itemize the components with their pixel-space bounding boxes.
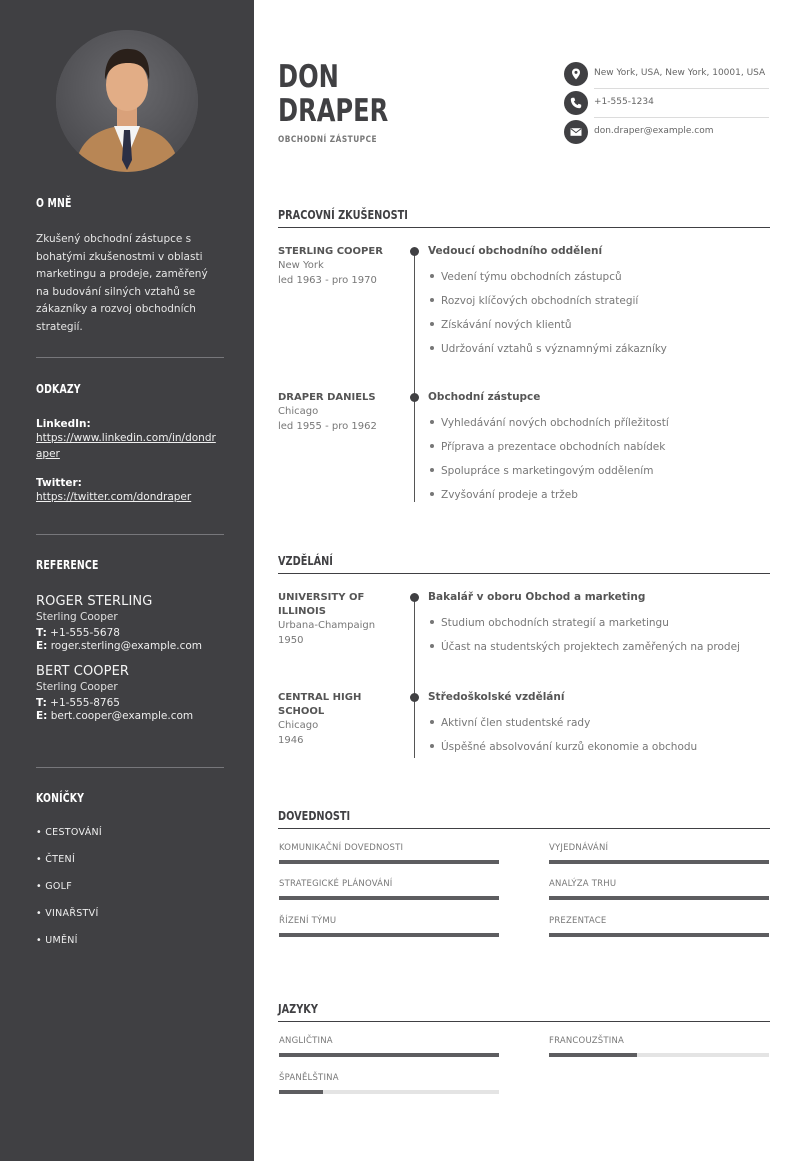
timeline-dot <box>410 593 419 602</box>
education-heading: VZDĚLÁNÍ <box>278 553 333 568</box>
skills-heading: DOVEDNOSTI <box>278 808 351 823</box>
reference-company: Sterling Cooper <box>36 681 118 693</box>
email-text: don.draper@example.com <box>594 126 714 136</box>
hobby-item: • GOLF <box>36 881 73 892</box>
linkedin-label: LinkedIn: <box>36 418 91 430</box>
skill-bar <box>279 933 499 937</box>
references-heading: REFERENCE <box>36 558 99 572</box>
timeline-line <box>414 252 415 502</box>
bullet-item: Vyhledávání nových obchodních příležitostí <box>430 417 669 429</box>
reference-company: Sterling Cooper <box>36 611 118 623</box>
about-section <box>36 196 224 336</box>
about-text: Zkušený obchodní zástupce s bohatými zkušenostmi v oblasti marketingu a prodeje, zaměřený na budování silných vztahů se zákazníky a rozvoj obchodních strategií. <box>36 233 208 333</box>
references-section <box>36 558 224 722</box>
reference-email: E: bert.cooper@example.com <box>36 710 194 722</box>
bullet-item: Zvyšování prodeje a tržeb <box>430 489 578 501</box>
dates: led 1955 - pro 1962 <box>278 420 377 432</box>
sidebar-divider <box>36 357 224 358</box>
sidebar <box>0 0 254 1161</box>
candidate-name <box>278 60 388 128</box>
education-meta <box>278 591 398 648</box>
skill-item: ANALÝZA TRHU <box>549 879 769 889</box>
skill-item: ŘÍZENÍ TÝMU <box>279 916 499 926</box>
dates: 1950 <box>278 634 304 646</box>
employer: DRAPER DANIELS <box>278 392 376 403</box>
language-item: ANGLIČTINA <box>279 1036 499 1046</box>
language-item: ŠPANĚLŠTINA <box>279 1073 499 1083</box>
education-meta <box>278 691 398 748</box>
skill-bar <box>279 860 499 864</box>
language-item: FRANCOUZŠTINA <box>549 1036 769 1046</box>
school: UNIVERSITY OF ILLINOIS <box>278 592 365 617</box>
dates: led 1963 - pro 1970 <box>278 274 377 286</box>
skill-item: KOMUNIKAČNÍ DOVEDNOSTI <box>279 843 499 853</box>
timeline-dot <box>410 693 419 702</box>
reference-item <box>36 664 224 722</box>
twitter-label: Twitter: <box>36 477 82 489</box>
skill-bar <box>549 860 769 864</box>
bullet-item: Spolupráce s marketingovým oddělením <box>430 465 653 477</box>
skill-item: STRATEGICKÉ PLÁNOVÁNÍ <box>279 879 499 889</box>
section-rule <box>278 573 770 574</box>
language-bar <box>279 1090 499 1094</box>
twitter-link[interactable]: https://twitter.com/dondraper <box>36 491 192 503</box>
sidebar-divider <box>36 534 224 535</box>
reference-name: ROGER STERLING <box>36 594 153 609</box>
location: Chicago <box>278 406 319 417</box>
school: CENTRAL HIGH SCHOOL <box>278 692 362 717</box>
contact-location <box>564 62 769 86</box>
avatar <box>56 30 198 172</box>
location: Chicago <box>278 720 319 731</box>
first-name: DON <box>278 59 339 95</box>
bullet-item: Rozvoj klíčových obchodních strategií <box>430 295 638 307</box>
reference-item <box>36 594 224 652</box>
links-section <box>36 382 224 505</box>
bullet-item: Udržování vztahů s významnými zákazníky <box>430 343 667 355</box>
degree-title: Bakalář v oboru Obchod a marketing <box>428 591 646 603</box>
bullet-item: Příprava a prezentace obchodních nabídek <box>430 441 665 453</box>
links-heading: ODKAZY <box>36 382 81 396</box>
last-name: DRAPER <box>278 93 389 129</box>
hobbies-heading: KONÍČKY <box>36 791 85 805</box>
hobbies-section <box>36 791 224 962</box>
experience-heading: PRACOVNÍ ZKUŠENOSTI <box>278 207 408 222</box>
languages-heading: JAZYKY <box>278 1001 318 1016</box>
skill-bar <box>549 933 769 937</box>
skill-item: VYJEDNÁVÁNÍ <box>549 843 769 853</box>
hobby-item: • CESTOVÁNÍ <box>36 827 103 838</box>
about-heading: O MNĚ <box>36 196 72 210</box>
contact-divider <box>594 117 769 118</box>
linkedin-link[interactable]: https://www.linkedin.com/in/dondraper <box>36 432 216 460</box>
degree-title: Středoškolské vzdělání <box>428 691 565 703</box>
job-title: OBCHODNÍ ZÁSTUPCE <box>278 135 378 145</box>
location-text: New York, USA, New York, 10001, USA <box>594 68 766 78</box>
bullet-item: Účast na studentských projektech zaměřených na prodej <box>430 641 740 653</box>
reference-name: BERT COOPER <box>36 664 130 679</box>
location: Urbana-Champaign <box>278 620 376 631</box>
position-title: Obchodní zástupce <box>428 391 541 403</box>
employer: STERLING COOPER <box>278 246 383 257</box>
skill-bar <box>279 896 499 900</box>
reference-email: E: roger.sterling@example.com <box>36 640 203 652</box>
skill-item: PREZENTACE <box>549 916 769 926</box>
email-icon <box>564 120 588 144</box>
sidebar-divider <box>36 767 224 768</box>
bullet-item: Vedení týmu obchodních zástupců <box>430 271 622 283</box>
contact-email <box>564 120 769 144</box>
language-bar <box>549 1053 769 1057</box>
location: New York <box>278 260 324 271</box>
bullet-item: Úspěšné absolvování kurzů ekonomie a obchodu <box>430 741 697 753</box>
timeline-dot <box>410 247 419 256</box>
avatar-portrait <box>56 30 198 172</box>
position-title: Vedoucí obchodního oddělení <box>428 245 603 257</box>
experience-meta <box>278 245 398 288</box>
timeline-dot <box>410 393 419 402</box>
bullet-item: Studium obchodních strategií a marketingu <box>430 617 669 629</box>
bullet-item: Aktivní člen studentské rady <box>430 717 590 729</box>
language-bar <box>279 1053 499 1057</box>
section-rule <box>278 227 770 228</box>
reference-phone: T: +1-555-5678 <box>36 627 120 639</box>
dates: 1946 <box>278 734 304 746</box>
reference-phone: T: +1-555-8765 <box>36 697 120 709</box>
location-icon <box>564 62 588 86</box>
hobby-item: • ČTENÍ <box>36 854 76 865</box>
phone-icon <box>564 91 588 115</box>
skill-bar <box>549 896 769 900</box>
phone-text: +1-555-1234 <box>594 97 654 107</box>
timeline-line <box>414 598 415 758</box>
section-rule <box>278 828 770 829</box>
contact-divider <box>594 88 769 89</box>
bullet-item: Získávání nových klientů <box>430 319 572 331</box>
hobby-item: • VINAŘSTVÍ <box>36 908 99 919</box>
contact-phone <box>564 91 769 115</box>
section-rule <box>278 1021 770 1022</box>
experience-meta <box>278 391 398 434</box>
hobby-item: • UMĚNÍ <box>36 935 78 946</box>
